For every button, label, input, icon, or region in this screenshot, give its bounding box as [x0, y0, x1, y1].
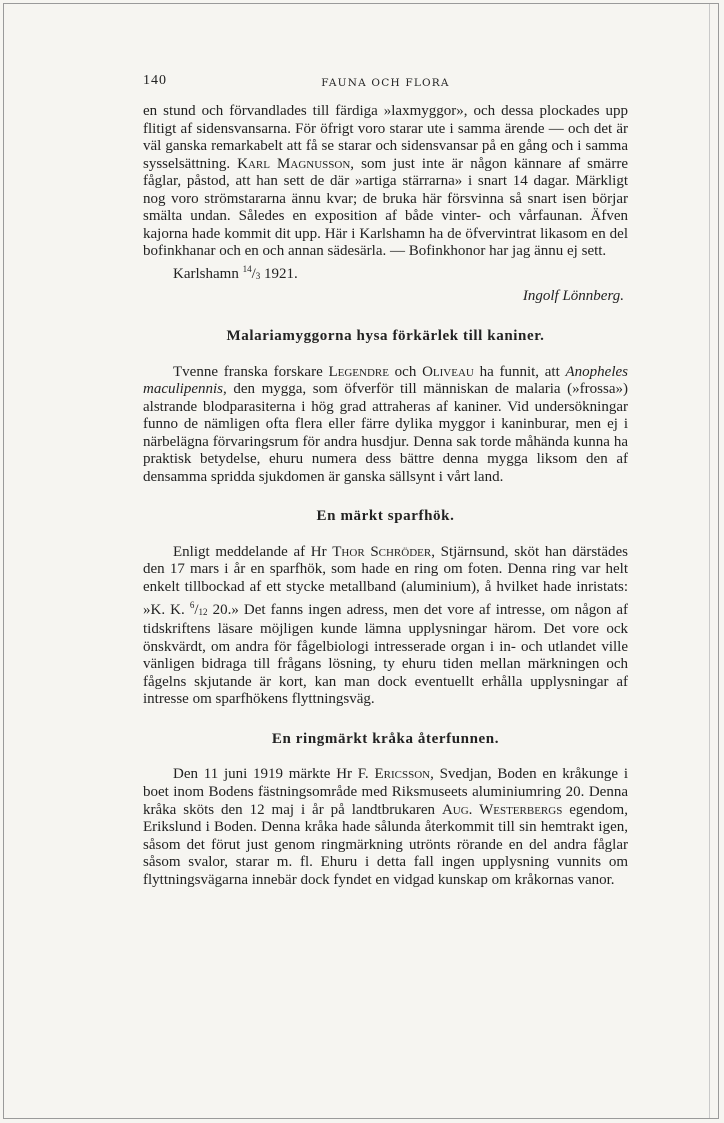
- paragraph-malaria: [143, 364, 628, 487]
- person-name: Aug. Westerbergs: [441, 801, 563, 818]
- text-run: , Stjärnsund, sköt han därstädes den 17 mars i år en sparfhök, som hade en ring om foten. Denna ring var helt enkelt tillbockad af ett stycke metallband (aluminium), å hvilket hade inristats: »K. K.: [143, 543, 628, 618]
- ring-date-numerator: 6: [189, 599, 195, 610]
- dateline-month: 3: [255, 270, 261, 281]
- article-body: [143, 103, 628, 889]
- species-name: Anopheles maculipennis: [143, 363, 628, 398]
- section-heading-malaria: Malariamyggorna hysa förkärlek till kaniner.: [226, 328, 545, 345]
- text-run: ha funnit, att: [473, 363, 566, 380]
- paragraph-sparrowhawk: Enligt meddelande af Hr Thor Schröder, Stjärnsund, sköt han därstädes den 17 mars i år en sparfhök, som hade en ring om foten. Denna ring var helt enkelt tillbockad af ett stycke metallband (aluminium), å hvilket hade inristats: »K. K. $^6/_{12}$ 20.» Det fanns ingen adress, men det vore af intresse, om någon af tidskriftens läsare möjligen kunde lämna upplysningar härom. Det vore ock önskvärdt, om andra för fågelbiologi intresserade organ i in- och utlandet ville vänligen bidraga till frågans lösning, ty ehuru tiden mellan märkningen och fågelns skjutande är kort, kan man dock eventuellt erhålla upplysningar af intresse om sparfhökens flyttningsväg.: [143, 543, 628, 708]
- text-run: Tvenne franska forskare: [173, 363, 329, 380]
- text-run: Enligt meddelande af Hr: [173, 543, 333, 560]
- section-heading-crow: En ringmärkt kråka återfunnen.: [271, 730, 500, 747]
- text-run: egendom, Erikslund i Boden. Denna kråka hade sålunda återkommit till sin hemtrakt igen, såsom det förut just genom ringmärkning utrönts rörande en del andra fåglar såsom svalor, starar m. fl. Ehuru i detta fall ingen upplysning vunnits om flyttningsvägarna innebär dock fyndet en vidgad kunskap om kråkornas vanor.: [143, 801, 628, 888]
- author-signature: Ingolf Lönnberg.: [522, 288, 624, 305]
- paragraph-crow: [143, 766, 628, 889]
- text-run: och: [388, 363, 423, 380]
- text-run: 20.» Det fanns ingen adress, men det vore af intresse, om någon af tidskriftens läsare möjligen kunde lämna upplysningar härom. Det vore ock önskvärdt, om andra för fågelbiologi intresserade organ i in- och utlandet ville vänligen bidraga till frågans lösning, ty ehuru tiden mellan märkningen och fågelns skjutande är kort, kan man dock eventuellt erhålla upplysningar af intresse om sparfhökens flyttningsväg.: [143, 601, 628, 708]
- text-run: en stund och förvandlades till färdiga »laxmyggor», och dessa plockades upp flitigt af sidensvansarna. För öfrigt voro starar ute i samma ärende — och det är väl ganska remarkabelt att få se starar och sidensvansar på en gång och i samma sysselsättning.: [143, 103, 628, 172]
- dateline-place: Karlshamn: [173, 265, 239, 282]
- person-name: Karl Magnusson: [237, 155, 351, 172]
- person-name: Oliveau: [422, 363, 474, 380]
- dateline-day: 14: [242, 263, 252, 274]
- page-number: 140: [143, 73, 167, 88]
- page-header: [143, 73, 628, 93]
- ring-date-denominator: 12: [198, 606, 208, 617]
- dateline: Karlshamn $^{14}/_3$ 1921.: [173, 263, 298, 282]
- running-head: FAUNA OCH FLORA: [321, 77, 450, 89]
- text-run: , Svedjan, Boden en kråkunge i boet inom Bodens fästningsområde med Riksmuseets aluminiumring 20. Denna kråka sköts den 12 maj i år på landtbrukaren: [143, 766, 628, 818]
- text-run: Den 11 juni 1919 märkte Hr F.: [173, 766, 375, 783]
- paragraph-starlings: [143, 103, 628, 261]
- person-name: Thor Schröder: [332, 543, 432, 560]
- person-name: Ericsson: [374, 766, 431, 783]
- text-run: , den mygga, som öfverför till människan de malaria (»frossa») alstrande blodparasiterna i hög grad attraheras af kaniner. Vid undersökningar funno de nämligen ofta flera eller färre dylika myggor i kaninburar, men ej i närbelägna förvaringsrum för andra husdjur. Denna sak torde måhända kunna ha praktisk betydelse, ehuru numera dess bättre denna mygga liksom den af densamma spridda sjukdomen är ganska sällsynt i vårt land.: [143, 381, 628, 485]
- person-name: Legendre: [328, 363, 389, 380]
- text-run: , som just inte är någon kännare af smärre fåglar, påstod, att han sett de där »artiga stärrarna» i snart 14 dagar. Märkligt nog voro strömstararna ännu kvar; de bruka här försvinna så snart isen börjar smälta undan. Således en exposition af både vinter- och vårfaunan. Äfven kajorna hade kommit dit upp. Här i Karlshamn ha de öfvervintrat likasom en del bofinkhanar och en och annan sädesärla. — Bofinkhonor har jag ännu ej sett.: [143, 155, 628, 260]
- dateline-year: 1921.: [264, 265, 298, 282]
- section-heading-sparrowhawk: En märkt sparfhök.: [316, 508, 455, 525]
- page-border-inner-line: [709, 4, 710, 1118]
